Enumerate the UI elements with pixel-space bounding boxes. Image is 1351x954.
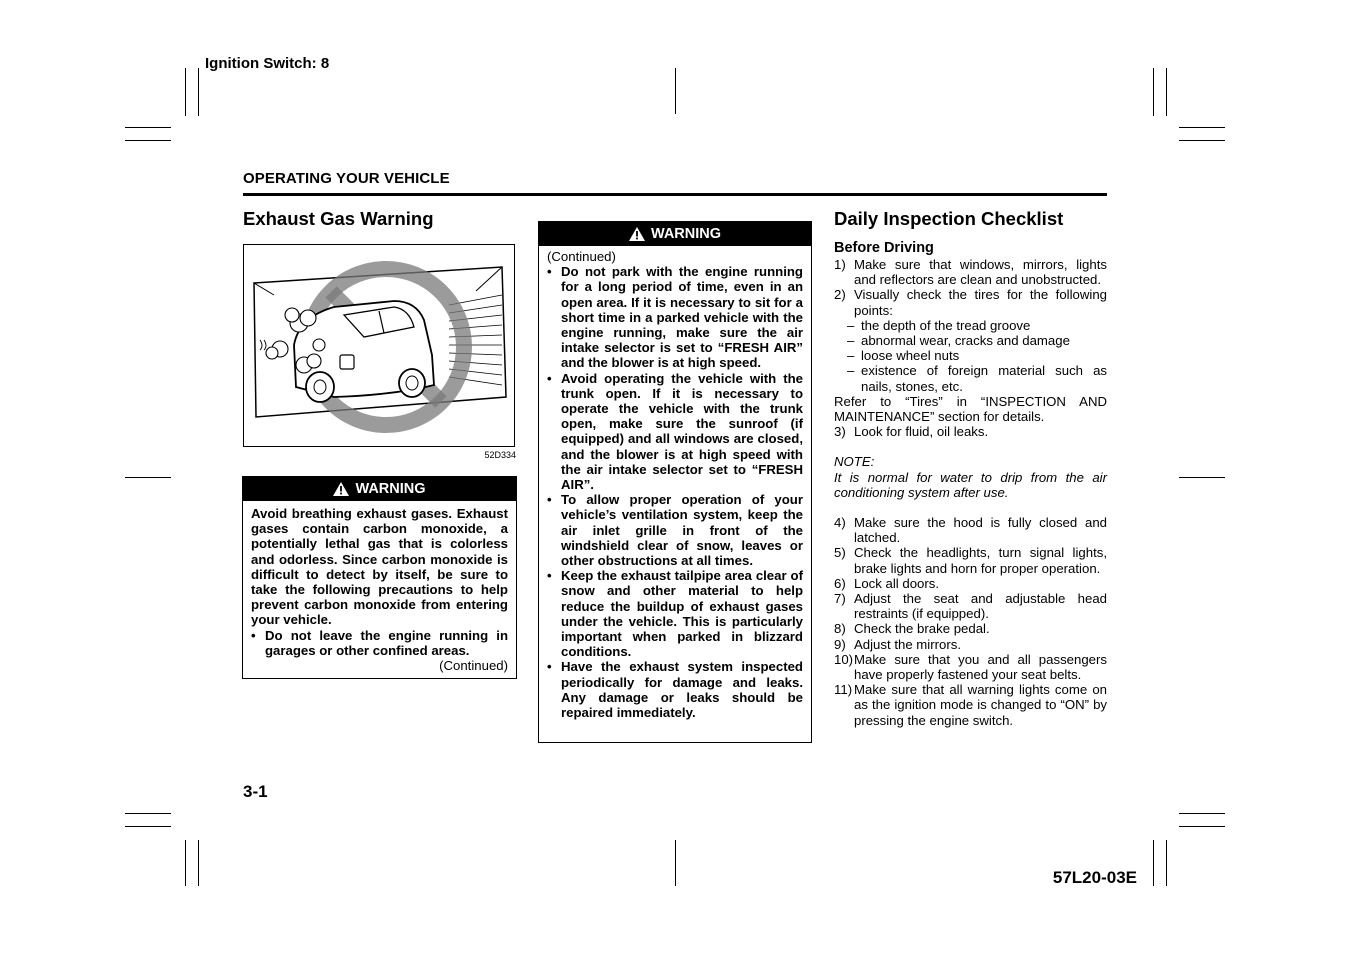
page-number: 3-1 [243,782,268,801]
ignition-switch-label: Ignition Switch: 8 [205,55,330,72]
warning-bullet: • Avoid operating the vehicle with the trunk open. If it is necessary to operate the vehicle with the trunk open, make sure the sunroof (if equipped) and all windows are closed, and the blower is at high speed with the air intake selector set to “FRESH AIR”. [547,371,803,493]
checklist-subitem: – the depth of the tread groove [847,317,1031,333]
checklist-item: 3) Look for fluid, oil leaks. [834,424,989,440]
exhaust-gas-warning-title: Exhaust Gas Warning [243,208,434,229]
no-idling-garage-illustration [244,245,515,447]
warning-triangle-icon [629,227,645,241]
warning-label: WARNING [650,226,722,242]
section-header: OPERATING YOUR VEHICLE [243,170,450,187]
checklist-item: 4) Make sure the hood is fully closed and latched. [834,515,1107,546]
refer-text: Refer to “Tires” in “INSPECTION AND MAINTENANCE” section for details. [834,393,1107,425]
exhaust-illustration [243,244,515,447]
checklist-item: 1) Make sure that windows, mirrors, lights and reflectors are clean and unobstructed. [834,257,1107,288]
warning-header [243,477,516,501]
warning-box-middle [538,221,812,743]
document-number: 57L20-03E [1052,868,1137,887]
continued-label: (Continued) [547,249,616,264]
checklist-item: 6) Lock all doors. [834,575,940,591]
checklist-subitem: – abnormal wear, cracks and damage [847,333,1070,349]
before-driving-subtitle: Before Driving [834,240,934,256]
warning-bullet: • Do not park with the engine running for a long period of time, even in an open area. If it is necessary to sit for a short time in a parked vehicle with the engine running, make sure the air intake selector is set to “FRESH AIR” and the blower is at high speed. [547,264,803,370]
checklist-subitem: – loose wheel nuts [847,348,960,364]
figure-code: 52D334 [484,450,516,460]
checklist [834,240,1107,728]
header-rule [243,193,1107,196]
warning-bullet: • To allow proper operation of your vehicle’s ventilation system, keep the air inlet grille in front of the windshield clear of snow, leaves or other obstructions at all times. [547,492,803,568]
warning-bullet: • Keep the exhaust tailpipe area clear of snow and other material to help reduce the buildup of exhaust gases under the vehicle. This is particularly important when parked in blizzard conditions. [547,568,803,659]
checklist-item: 5) Check the headlights, turn signal lights, brake lights and horn for proper operation. [834,545,1107,576]
checklist-item: 2) Visually check the tires for the following points: [834,287,1107,318]
checklist-item: 8) Check the brake pedal. [834,621,990,637]
warning-triangle-icon [333,482,349,496]
daily-inspection-title: Daily Inspection Checklist [834,208,1064,229]
warning-bullet: • Do not leave the engine running in garages or other confined areas. [251,628,508,658]
note-text: It is normal for water to drip from the air conditioning system after use. [834,469,1107,500]
checklist-subitem: – existence of foreign material such as nails, stones, etc. [847,363,1107,394]
warning-label: WARNING [355,481,426,497]
checklist-item: 7) Adjust the seat and adjustable head restraints (if equipped). [834,591,1107,622]
warning-box-left [242,476,517,679]
checklist-item: 9) Adjust the mirrors. [834,636,961,652]
note-label: NOTE: [834,454,875,470]
warning-bullet: • Have the exhaust system inspected periodically for damage and leaks. Any damage or leaks should be repaired immediately. [547,659,803,720]
continued-label: (Continued) [439,658,508,674]
checklist-item: 10) Make sure that you and all passengers have properly fastened your seat belts. [834,651,1107,683]
checklist-item: 11) Make sure that all warning lights come on as the ignition mode is changed to “ON” by pressing the engine switch. [834,682,1107,728]
warning-header [539,222,811,246]
warning-paragraph: Avoid breathing exhaust gases. Exhaust gases contain carbon monoxide, a potentially lethal gas that is colorless and odorless. Since carbon monoxide is difficult to detect by itself, be sure to take the following precautions to help prevent carbon monoxide from entering your vehicle. [251,506,508,628]
